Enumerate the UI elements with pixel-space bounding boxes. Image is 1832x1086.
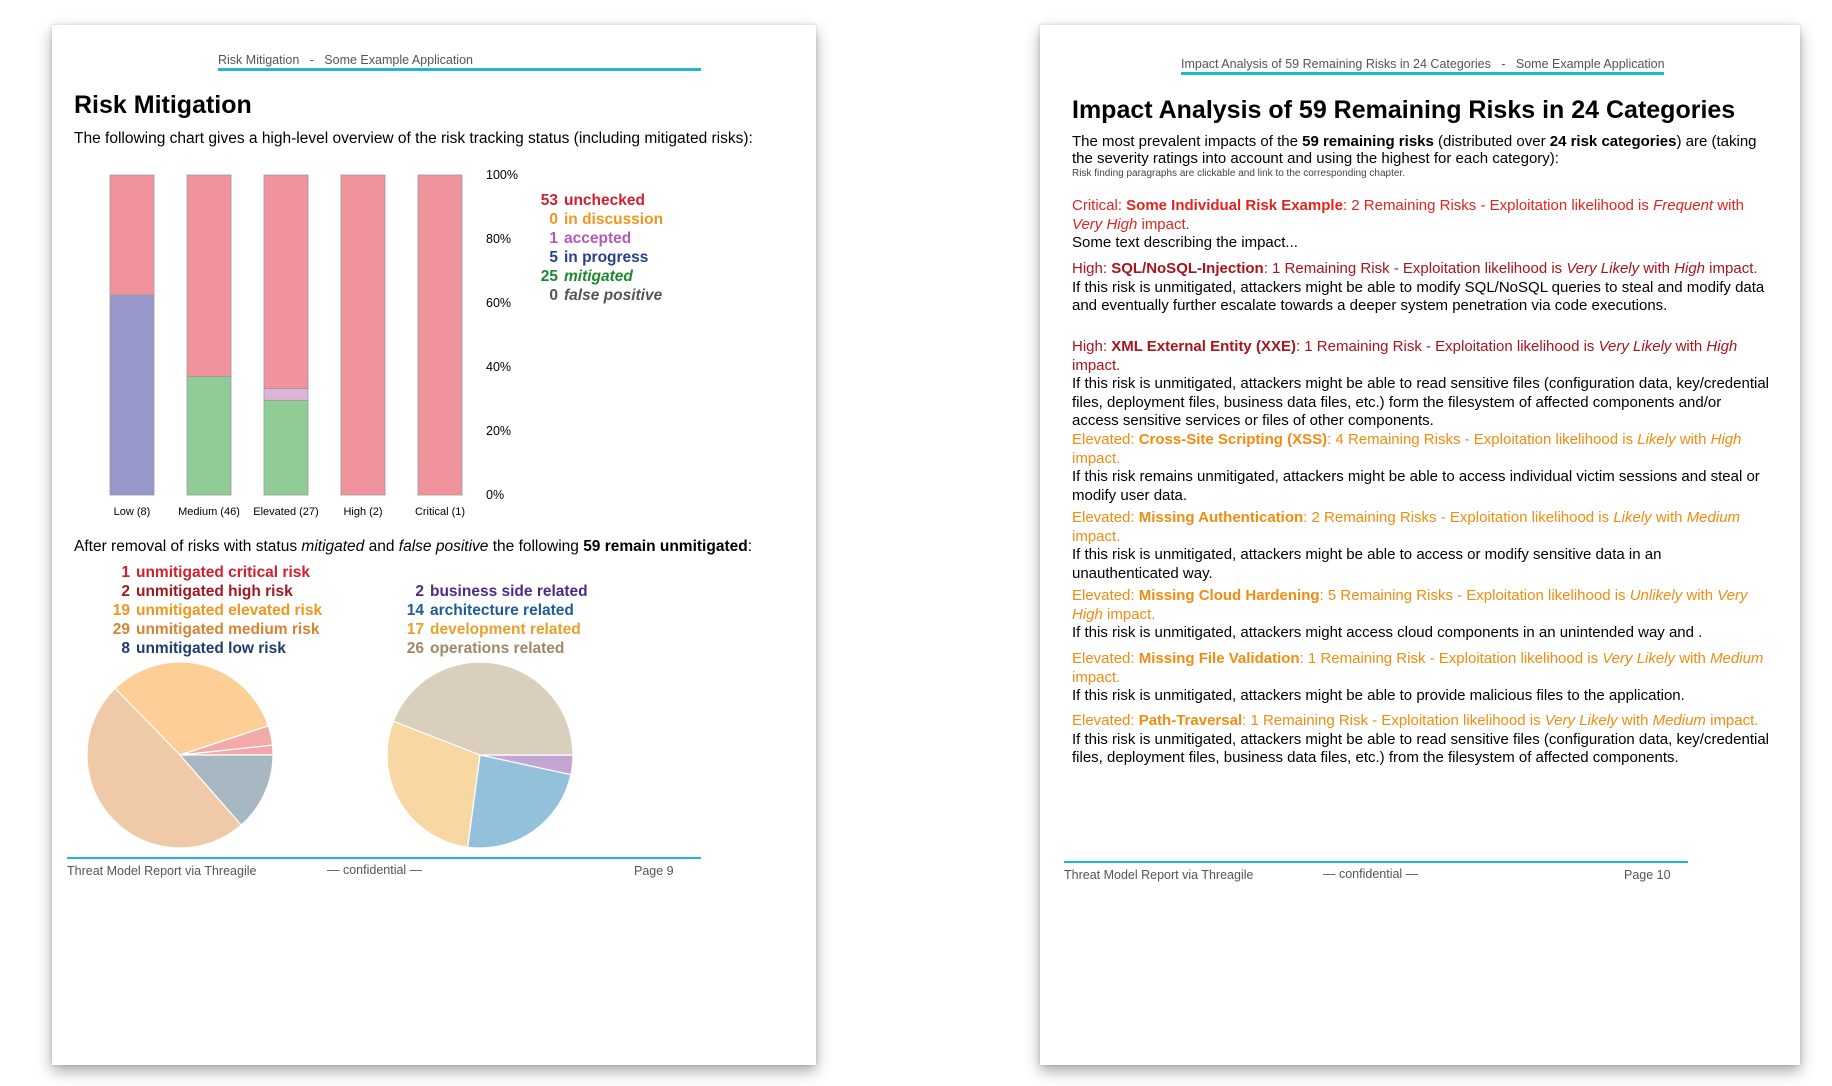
risk-impact-suffix: impact.: [1137, 215, 1190, 233]
risk-name: Missing Cloud Hardening: [1138, 587, 1320, 604]
risk-impact: Very High: [1072, 215, 1138, 233]
risk-likelihood: Frequent: [1653, 197, 1714, 214]
risk-paragraph[interactable]: [1072, 712, 1772, 768]
header-separator: -: [309, 53, 314, 67]
risk-severity: High:: [1072, 260, 1112, 277]
legend-count: 53: [540, 192, 558, 209]
footer-rule: [1064, 861, 1688, 863]
risk-summary: : 1 Remaining Risk - Exploitation likelihood is: [1299, 650, 1603, 667]
risk-description: If this risk remains unmitigated, attackers might be able to access individual victim sessions and steal or modify user data.: [1072, 468, 1760, 504]
category-label: High (2): [343, 506, 383, 518]
category-label: Critical (1): [414, 506, 466, 518]
legend-count: 26: [406, 640, 424, 657]
risk-impact-suffix: impact.: [1102, 605, 1156, 623]
risk-name: XML External Entity (XXE): [1111, 338, 1296, 355]
y-tick-label: 100%: [486, 168, 518, 182]
risk-summary: : 4 Remaining Risks - Exploitation likelihood is: [1327, 431, 1638, 448]
legend-count: 17: [406, 621, 424, 638]
legend-label: unmitigated low risk: [136, 640, 286, 657]
footer-left: Threat Model Report via Threagile: [1064, 868, 1254, 882]
report-page-9: [52, 25, 816, 1065]
risk-description: If this risk is unmitigated, attackers might be able to modify SQL/NoSQL queries to steal and modify data and eventually further escalate towards a deeper system penetration via code executions.: [1072, 278, 1765, 314]
legend-label: unmitigated critical risk: [136, 564, 310, 581]
footer-rule: [67, 857, 701, 859]
legend-label: unchecked: [564, 192, 645, 209]
risk-name: Cross-Site Scripting (XSS): [1138, 431, 1328, 448]
risk-severity: Elevated:: [1072, 509, 1139, 526]
risk-paragraph[interactable]: [1072, 587, 1772, 643]
category-pie-chart: [52, 25, 816, 1065]
legend-label: unmitigated elevated risk: [136, 602, 323, 619]
risk-name: Path-Traversal: [1138, 712, 1243, 729]
risk-impact: Medium: [1652, 712, 1706, 729]
page-title: Risk Mitigation: [74, 91, 252, 119]
risk-likelihood: Very Likely: [1566, 260, 1640, 277]
risk-paragraph[interactable]: [1072, 650, 1772, 706]
intro-categories: 24 risk categories: [1549, 133, 1677, 150]
y-tick-label: 20%: [486, 424, 512, 438]
legend-count: 1: [121, 564, 130, 581]
header-section: Risk Mitigation: [218, 53, 300, 67]
risk-impact: High: [1710, 431, 1742, 448]
summary-pre: After removal of risks with status: [74, 538, 302, 555]
legend-label: business side related: [430, 583, 588, 600]
risk-name: SQL/NoSQL-Injection: [1111, 260, 1264, 277]
risk-summary: : 1 Remaining Risk - Exploitation likelihood is: [1263, 260, 1567, 277]
category-label: Low (8): [113, 506, 151, 518]
risk-summary: : 5 Remaining Risks - Exploitation likelihood is: [1319, 587, 1630, 604]
risk-impact-suffix: impact.: [1705, 260, 1758, 277]
risk-description: If this risk is unmitigated, attackers might be able to read sensitive files (configuration data, key/credential files, deployment files, business data files, etc.) from the filesystem of affected components.: [1072, 730, 1770, 766]
page-title: Impact Analysis of 59 Remaining Risks in 24 Categories: [1072, 96, 1736, 124]
risk-likelihood: Unlikely: [1629, 587, 1683, 604]
legend-label: architecture related: [430, 602, 574, 619]
legend-count: 1: [549, 230, 558, 247]
header-section: Impact Analysis of 59 Remaining Risks in 24 Categories: [1181, 57, 1491, 71]
risk-description: If this risk is unmitigated, attackers might access cloud components in an unintended way and .: [1072, 624, 1703, 641]
legend-label: unmitigated medium risk: [136, 621, 320, 638]
risk-name: Missing Authentication: [1138, 509, 1304, 526]
intro-text: The following chart gives a high-level overview of the risk tracking status (including mitigated risks):: [74, 130, 753, 147]
legend-count: 2: [415, 583, 424, 600]
risk-description: If this risk is unmitigated, attackers might be able to access or modify sensitive data in an unauthenticated way.: [1072, 546, 1662, 582]
header-rule: [1181, 72, 1664, 75]
risk-description: If this risk is unmitigated, attackers might be able to read sensitive files (configuration data, key/credential files, deployment files, business data files, etc.) form the filesystem of affected components and/or access sensitive services or files of other components.: [1072, 375, 1770, 429]
risk-likelihood: Likely: [1613, 509, 1652, 526]
summary-false-positive: false positive: [398, 538, 489, 555]
summary-mitigated: mitigated: [301, 538, 365, 555]
intro-e: ) are (taking the severity ratings into account and using the highest for each category):: [1072, 133, 1757, 167]
page-header: [1181, 57, 1665, 71]
risk-severity: Elevated:: [1072, 712, 1139, 729]
risk-with: with: [1671, 338, 1707, 355]
legend-count: 0: [549, 287, 558, 304]
legend-label: in progress: [564, 249, 649, 266]
risk-impact-suffix: impact.: [1705, 712, 1759, 729]
footer-center: — confidential —: [327, 863, 423, 877]
header-app: Some Example Application: [324, 53, 473, 67]
intro-a: The most prevalent impacts of the: [1072, 133, 1303, 150]
risk-paragraph[interactable]: [1072, 197, 1772, 253]
footer-left: Threat Model Report via Threagile: [67, 864, 257, 878]
y-tick-label: 60%: [486, 296, 512, 310]
legend-label: accepted: [564, 230, 632, 247]
header-separator: -: [1501, 57, 1506, 71]
summary-post: :: [747, 538, 753, 555]
legend-label: mitigated: [564, 268, 633, 285]
intro-remaining: 59 remaining risks: [1302, 133, 1434, 150]
risk-with: with: [1713, 197, 1744, 214]
risk-description: If this risk is unmitigated, attackers might be able to provide malicious files to the application.: [1072, 687, 1685, 704]
risk-severity: Elevated:: [1072, 650, 1139, 667]
risk-with: with: [1675, 650, 1711, 667]
y-tick-label: 0%: [486, 488, 505, 502]
footer-page-number: Page 9: [634, 864, 674, 878]
risk-likelihood: Very Likely: [1602, 650, 1676, 667]
risk-with: with: [1617, 712, 1653, 729]
header-app: Some Example Application: [1515, 57, 1665, 71]
risk-paragraph[interactable]: [1072, 431, 1772, 505]
risk-summary: : 2 Remaining Risks - Exploitation likelihood is: [1342, 197, 1654, 214]
legend-label: development related: [430, 621, 581, 638]
risk-severity: Elevated:: [1072, 431, 1139, 448]
risk-summary: : 2 Remaining Risks - Exploitation likelihood is: [1303, 509, 1614, 526]
legend-count: 2: [121, 583, 130, 600]
risk-with: with: [1675, 431, 1711, 448]
risk-with: with: [1682, 587, 1718, 604]
summary-mid: the following: [488, 538, 584, 555]
y-tick-label: 40%: [486, 360, 512, 374]
legend-label: false positive: [564, 287, 663, 304]
legend-count: 29: [112, 621, 130, 638]
legend-label: unmitigated high risk: [136, 583, 293, 600]
summary-count: 59 remain unmitigated: [583, 538, 748, 555]
footer-page-number: Page 10: [1624, 868, 1671, 882]
risk-likelihood: Likely: [1637, 431, 1676, 448]
risk-severity: Critical:: [1072, 197, 1127, 214]
risk-severity: High:: [1072, 338, 1112, 355]
risk-impact: High: [1706, 338, 1738, 355]
summary-and: and: [364, 538, 399, 555]
risk-description: Some text describing the impact...: [1072, 234, 1298, 251]
clickable-note: Risk finding paragraphs are clickable and link to the corresponding chapter.: [1072, 168, 1405, 179]
report-page-10: [1040, 25, 1800, 1065]
risk-impact: High: [1674, 260, 1706, 277]
risk-impact: Medium: [1710, 650, 1764, 667]
legend-count: 5: [549, 249, 558, 266]
risk-paragraph[interactable]: [1072, 509, 1772, 583]
risk-impact-suffix: impact.: [1072, 527, 1121, 545]
risk-with: with: [1651, 509, 1687, 526]
risk-likelihood: Very Likely: [1544, 712, 1618, 729]
risk-summary: : 1 Remaining Risk - Exploitation likelihood is: [1295, 338, 1599, 355]
legend-count: 8: [121, 640, 130, 657]
legend-count: 19: [112, 602, 130, 619]
y-tick-label: 80%: [486, 232, 512, 246]
legend-count: 14: [406, 602, 424, 619]
intro-c: (distributed over: [1433, 133, 1550, 150]
risk-summary: : 1 Remaining Risk - Exploitation likelihood is: [1242, 712, 1545, 729]
risk-impact: Medium: [1686, 509, 1741, 526]
legend-label: in discussion: [564, 211, 664, 228]
category-label: Medium (46): [178, 506, 240, 518]
risk-with: with: [1639, 260, 1675, 277]
risk-name: Some Individual Risk Example: [1126, 197, 1343, 214]
legend-count: 25: [540, 268, 558, 285]
risk-impact: Very High: [1072, 587, 1748, 623]
footer-center: — confidential —: [1323, 867, 1419, 881]
risk-name: Missing File Validation: [1138, 650, 1300, 667]
legend-count: 0: [549, 211, 558, 228]
category-label: Elevated (27): [253, 506, 319, 518]
risk-likelihood: Very Likely: [1598, 338, 1672, 355]
risk-severity: Elevated:: [1072, 587, 1139, 604]
risk-paragraph[interactable]: [1072, 338, 1772, 431]
risk-paragraph[interactable]: [1072, 260, 1772, 316]
risk-impact-suffix: impact.: [1072, 356, 1121, 374]
legend-label: operations related: [430, 640, 565, 657]
risk-impact-suffix: impact.: [1072, 668, 1121, 686]
intro-text: [1072, 133, 1772, 167]
risk-impact-suffix: impact.: [1072, 449, 1121, 467]
